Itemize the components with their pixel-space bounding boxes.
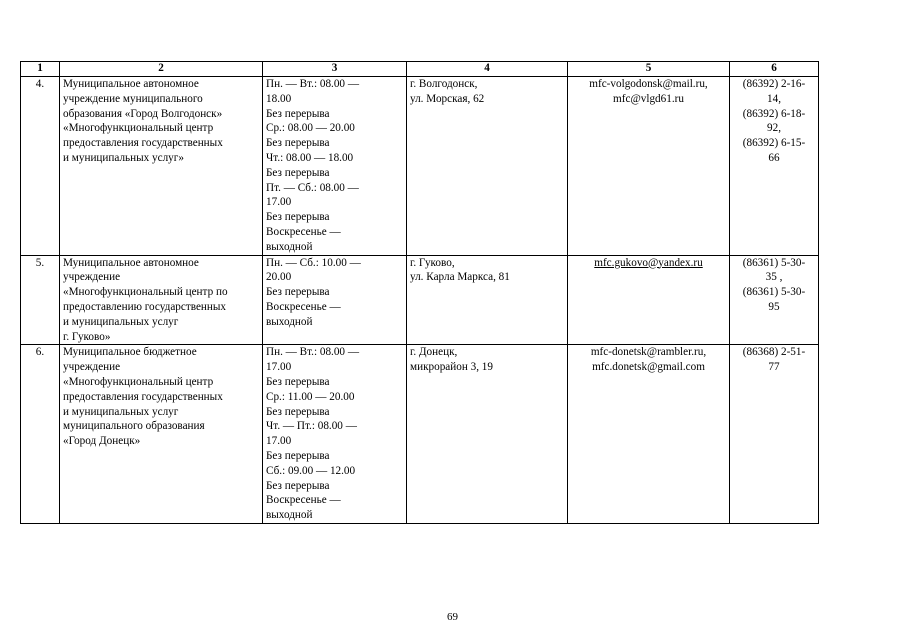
phone-line: 66 [768, 151, 780, 164]
organization-line: учреждение [63, 271, 121, 284]
hours-line: Без перерыва [266, 107, 330, 120]
table-row [21, 77, 819, 256]
email-address[interactable]: mfc.donetsk@gmail.com [592, 361, 705, 374]
address-line: г. Волгодонск, [410, 78, 478, 90]
hours-line: Без перерыва [266, 405, 330, 418]
address-cell [407, 77, 568, 256]
hours-line: Ср.: 11.00 — 20.00 [266, 390, 355, 403]
row-number: 5. [21, 255, 60, 345]
hours-cell [263, 255, 407, 345]
organization-line: и муниципальных услуг [63, 315, 179, 328]
hours-cell [263, 345, 407, 524]
phone-cell [730, 255, 819, 345]
row-number: 4. [21, 77, 60, 256]
phone-line: 95 [768, 300, 780, 313]
address-cell [407, 255, 568, 345]
mfc-contacts-table [20, 61, 819, 524]
header-row [21, 62, 819, 77]
hours-line: Пн. — Вт.: 08.00 — [266, 346, 360, 359]
hours-line: 20.00 [266, 271, 292, 284]
organization-line: «Многофункциональный центр по [63, 286, 228, 299]
organization-line: и муниципальных услуг [63, 405, 179, 418]
hours-line: Без перерыва [266, 479, 330, 492]
column-header-6: 6 [730, 62, 819, 77]
hours-line: 18.00 [266, 92, 292, 105]
hours-line: 17.00 [266, 361, 292, 374]
phone-line: (86361) 5-30- [742, 256, 806, 269]
phone-line: (86392) 2-16- [742, 78, 806, 90]
organization-line: Муниципальное автономное [63, 256, 199, 269]
hours-line: Без перерыва [266, 375, 330, 388]
organization-line: образования «Город Волгодонск» [63, 107, 223, 120]
phone-line: 92, [767, 122, 781, 135]
phone-line: 14, [767, 92, 781, 105]
email-cell [568, 345, 730, 524]
organization-line: Муниципальное автономное [63, 78, 199, 90]
organization-line: предоставления государственных [63, 390, 223, 403]
address-cell [407, 345, 568, 524]
hours-line: Воскресенье — [266, 300, 341, 313]
organization-line: «Многофункциональный центр [63, 375, 214, 388]
hours-line: выходной [266, 240, 313, 253]
hours-line: 17.00 [266, 435, 292, 448]
phone-line: (86392) 6-15- [742, 137, 806, 150]
organization-line: Муниципальное бюджетное [63, 346, 197, 359]
email-address[interactable]: mfc-volgodonsk@mail.ru, [589, 78, 708, 90]
hours-line: Без перерыва [266, 166, 330, 179]
organization-line: г. Гуково» [63, 330, 111, 343]
organization-line: учреждение [63, 361, 121, 374]
organization-line: «Многофункциональный центр [63, 122, 214, 135]
address-line: ул. Морская, 62 [410, 92, 485, 105]
phone-line: (86361) 5-30- [742, 286, 806, 299]
address-line: ул. Карла Маркса, 81 [410, 271, 510, 284]
table-row [21, 345, 819, 524]
organization-line: и муниципальных услуг» [63, 151, 184, 164]
table-row [21, 255, 819, 345]
organization-cell [60, 255, 263, 345]
email-link[interactable]: mfc.gukovo@yandex.ru [594, 256, 703, 269]
email-address[interactable]: mfc@vlgd61.ru [613, 92, 684, 105]
hours-line: Без перерыва [266, 137, 330, 150]
phone-line: (86368) 2-51- [742, 346, 806, 359]
hours-line: выходной [266, 509, 313, 522]
hours-line: Воскресенье — [266, 225, 341, 238]
email-cell [568, 255, 730, 345]
column-header-1: 1 [21, 62, 60, 77]
column-header-2: 2 [60, 62, 263, 77]
organization-line: «Город Донецк» [63, 435, 141, 448]
phone-line: 77 [768, 361, 780, 374]
hours-line: Без перерыва [266, 449, 330, 462]
organization-cell [60, 345, 263, 524]
address-line: микрорайон 3, 19 [410, 361, 493, 374]
organization-cell [60, 77, 263, 256]
hours-line: Пн. — Вт.: 08.00 — [266, 78, 360, 90]
hours-line: Воскресенье — [266, 494, 341, 507]
hours-line: Пт. — Сб.: 08.00 — [266, 181, 359, 194]
hours-line: Чт.: 08.00 — 18.00 [266, 151, 354, 164]
organization-line: предоставлению государственных [63, 300, 226, 313]
phone-cell [730, 77, 819, 256]
address-line: г. Гуково, [410, 256, 455, 269]
address-line: г. Донецк, [410, 346, 458, 359]
phone-line: 35 , [765, 271, 783, 284]
hours-line: 17.00 [266, 196, 292, 209]
hours-line: Ср.: 08.00 — 20.00 [266, 122, 355, 135]
hours-line: Сб.: 09.00 — 12.00 [266, 464, 356, 477]
organization-line: учреждение муниципального [63, 92, 203, 105]
hours-line: Без перерыва [266, 286, 330, 299]
column-header-3: 3 [263, 62, 407, 77]
phone-cell [730, 345, 819, 524]
hours-line: выходной [266, 315, 313, 328]
email-cell [568, 77, 730, 256]
page-number: 69 [447, 611, 458, 623]
phone-line: (86392) 6-18- [742, 107, 806, 120]
column-header-5: 5 [568, 62, 730, 77]
hours-line: Без перерыва [266, 211, 330, 224]
hours-line: Пн. — Сб.: 10.00 — [266, 256, 361, 269]
email-address[interactable]: mfc-donetsk@rambler.ru, [590, 346, 707, 359]
column-header-4: 4 [407, 62, 568, 77]
organization-line: муниципального образования [63, 420, 205, 433]
organization-line: предоставления государственных [63, 137, 223, 150]
row-number: 6. [21, 345, 60, 524]
hours-cell [263, 77, 407, 256]
hours-line: Чт. — Пт.: 08.00 — [266, 420, 357, 433]
